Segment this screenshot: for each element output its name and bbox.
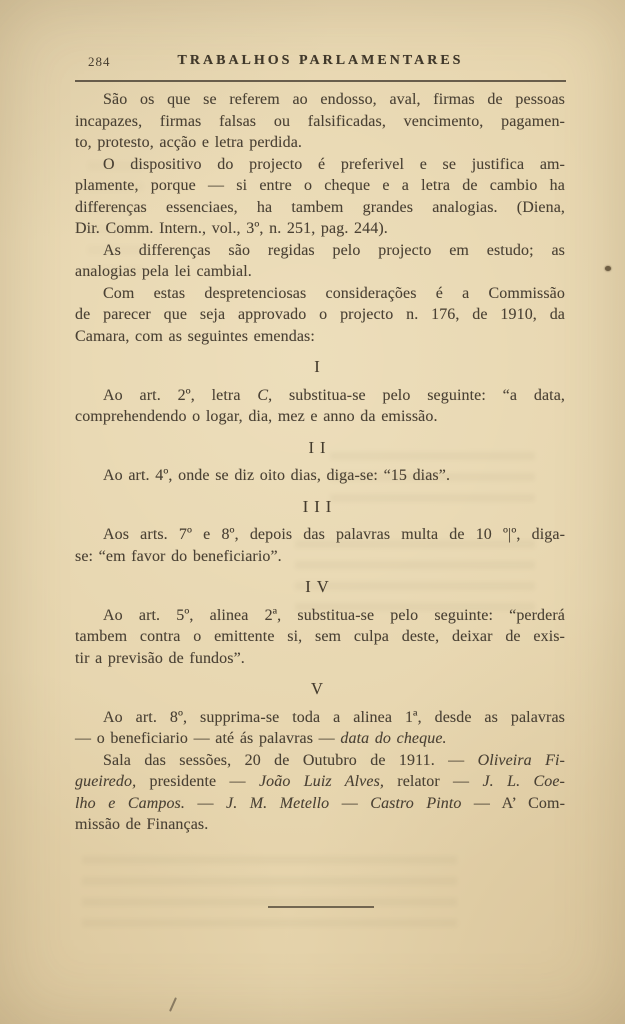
paragraph xyxy=(75,283,565,348)
text-segment: Camara, com as seguintes emendas: xyxy=(75,327,315,345)
text-segment: Ao art. 8º, supprima-se toda a alinea 1ª, desde as palavras xyxy=(103,708,565,726)
italic-text-segment: J. M. Metello xyxy=(226,794,330,812)
running-title: TRABALHOS PARLAMENTARES xyxy=(177,53,464,68)
paragraph xyxy=(75,524,565,567)
text-line xyxy=(75,261,565,283)
page-number: 284 xyxy=(88,54,111,69)
text-segment: missão de Finanças. xyxy=(75,816,209,833)
paragraph xyxy=(75,89,565,154)
text-segment: se: “em favor do beneficiario”. xyxy=(75,547,282,565)
text-line xyxy=(75,626,565,648)
text-line xyxy=(75,154,565,176)
text-segment: comprehendendo o logar, dia, mez e anno da emissão. xyxy=(75,408,438,425)
text-line xyxy=(75,132,565,154)
section-heading: I xyxy=(314,357,326,376)
text-segment: Sala das sessões, 20 de Outubro de 1911. — xyxy=(103,751,478,769)
text-segment: , substitua-se pelo seguinte: “a data, xyxy=(268,386,565,404)
text-segment: Com estas despretenciosas considerações é a Commissão xyxy=(103,284,565,302)
italic-text-segment: João Luiz Alves, xyxy=(258,773,384,790)
text-segment: — xyxy=(329,794,371,812)
text-segment: de parecer que seja approvado o projecto n. 176, de 1910, da xyxy=(75,306,565,323)
text-line xyxy=(75,707,565,729)
text-segment: — A’ Com- xyxy=(461,794,565,812)
text-line xyxy=(75,111,565,133)
text-line xyxy=(75,771,565,793)
ink-speck xyxy=(605,266,611,271)
text-line xyxy=(75,750,565,772)
text-line xyxy=(75,240,565,262)
text-segment: analogias pela lei cambial. xyxy=(75,263,252,280)
text-line xyxy=(75,283,565,305)
italic-text-segment: gueiredo, xyxy=(75,773,137,790)
italic-text-segment: C xyxy=(257,386,269,404)
text-line xyxy=(75,197,565,219)
text-segment: plamente, porque — si entre o cheque e a letra de cambio ha xyxy=(75,177,565,194)
text-segment: Dir. Comm. Intern., vol., 3º, n. 251, pag. 244). xyxy=(75,220,388,237)
text-line xyxy=(75,89,565,111)
section-heading: V xyxy=(311,679,329,698)
text-segment: differenças essenciaes, ha tambem grandes analogias. (Diena, xyxy=(75,198,565,216)
text-line xyxy=(75,648,565,670)
text-line xyxy=(75,524,565,546)
paragraph xyxy=(75,605,565,670)
text-line xyxy=(75,814,565,836)
italic-text-segment: J. L. Coe- xyxy=(482,773,565,790)
text-segment: São os que se referem ao endosso, aval, firmas de pessoas xyxy=(103,91,565,108)
text-segment: to, protesto, acção e letra perdida. xyxy=(75,134,302,151)
paragraph xyxy=(75,465,565,487)
section-heading: IV xyxy=(305,577,335,596)
italic-text-segment: data do cheque. xyxy=(340,730,447,747)
text-segment: tir a previsão de fundos”. xyxy=(75,649,245,667)
paragraph xyxy=(75,154,565,240)
paragraph xyxy=(75,240,565,283)
text-line xyxy=(75,605,565,627)
text-line xyxy=(75,406,565,428)
text-line xyxy=(75,385,565,407)
text-line xyxy=(75,465,565,487)
show-through-blotch xyxy=(82,856,457,928)
text-segment: Ao art. 5º, alinea 2ª, substitua-se pelo seguinte: “perderá xyxy=(103,606,565,624)
text-segment: presidente — xyxy=(136,773,259,790)
text-line xyxy=(75,326,565,348)
italic-text-segment: Oliveira Fi- xyxy=(477,751,565,769)
italic-text-segment: Castro Pinto xyxy=(370,794,462,812)
paragraph xyxy=(75,750,565,836)
text-line xyxy=(75,218,565,240)
text-segment: Ao art. 2º, letra xyxy=(103,386,258,404)
text-segment: As differenças são regidas pelo projecto em estudo; as xyxy=(103,241,565,259)
text-segment: Ao art. 4º, onde se diz oito dias, diga-se: “15 dias”. xyxy=(103,467,451,484)
text-segment: incapazes, firmas falsas ou falsificadas, vencimento, pagamen- xyxy=(75,112,565,130)
text-line xyxy=(75,175,565,197)
section-heading: III xyxy=(302,496,338,516)
pen-mark xyxy=(169,997,177,1012)
header-rule xyxy=(75,80,566,82)
italic-text-segment: lho e Campos. xyxy=(75,794,185,812)
text-segment: tambem contra o emittente si, sem culpa deste, deixar de exis- xyxy=(75,628,565,645)
text-line xyxy=(75,304,565,326)
text-segment: — xyxy=(185,794,226,812)
text-line xyxy=(75,728,565,750)
text-line xyxy=(75,793,565,815)
paragraph xyxy=(75,385,565,428)
end-rule xyxy=(268,906,374,908)
text-segment: O dispositivo do projecto é preferivel e se justifica am- xyxy=(103,155,565,173)
text-segment: Aos arts. 7º e 8º, depois das palavras multa de 10 º|º, diga- xyxy=(103,526,565,543)
page-body xyxy=(75,89,565,836)
text-segment: — o beneficiario — até ás palavras — xyxy=(75,730,341,747)
text-line xyxy=(75,546,565,568)
paragraph xyxy=(75,707,565,750)
text-segment: relator — xyxy=(384,773,483,790)
section-heading: II xyxy=(308,437,332,457)
